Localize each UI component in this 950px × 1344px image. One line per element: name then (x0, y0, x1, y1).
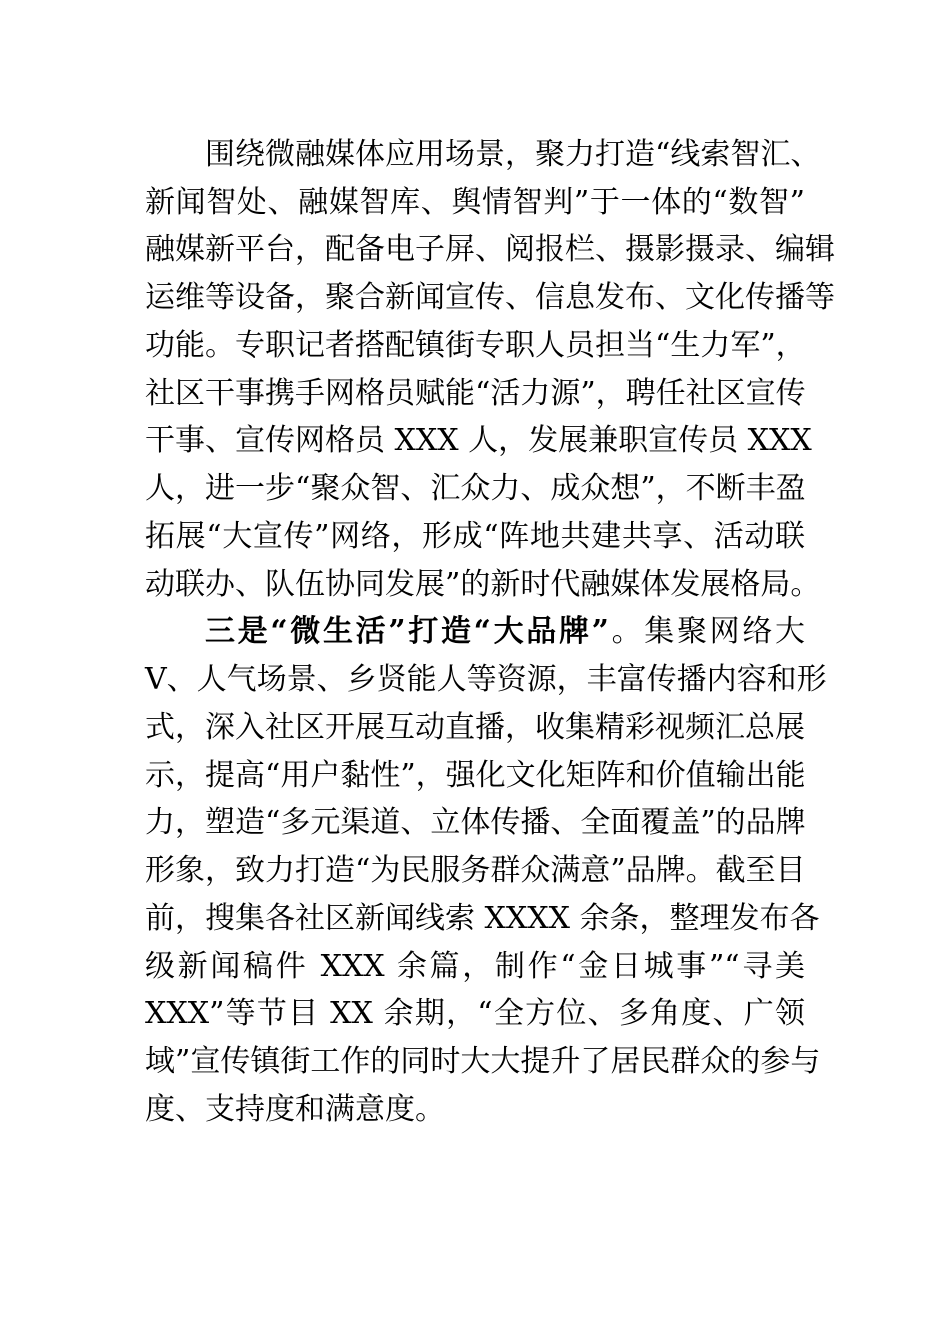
text-line: 人，进一步“聚众智、汇众力、成众想”，不断丰盈 (145, 471, 806, 506)
text-line: 级新闻稿件 XXX 余篇，制作“金日城事”“寻美 (145, 949, 805, 984)
text-line: 功能。专职记者搭配镇街专职人员担当“生力军”， (145, 328, 806, 363)
text-line: 干事、宣传网格员 XXX 人，发展兼职宣传员 XXX (145, 423, 812, 458)
text-line: 融媒新平台，配备电子屏、阅报栏、摄影摄录、编辑 (145, 232, 835, 267)
text-line: 形象，致力打造“为民服务群众满意”品牌。截至目 (145, 853, 806, 888)
text-line: 围绕微融媒体应用场景，聚力打造“线索智汇、 (205, 137, 821, 172)
heading-line (205, 612, 805, 652)
text-line: 前，搜集各社区新闻线索 XXXX 余条，整理发布各 (145, 901, 820, 936)
text-line: 域”宣传镇街工作的同时大大提升了居民群众的参与 (145, 1044, 821, 1079)
text-line: 新闻智处、融媒智库、舆情智判”于一体的“数智” (145, 185, 805, 220)
heading-continuation: 。集聚网络大 (608, 614, 806, 649)
text-line: V、人气场景、乡贤能人等资源，丰富传播内容和形 (145, 662, 827, 697)
text-line: 动联办、队伍协同发展”的新时代融媒体发展格局。 (145, 567, 821, 602)
text-line: 力，塑造“多元渠道、立体传播、全面覆盖”的品牌 (145, 805, 806, 840)
section-heading: 三是“微生活”打造“大品牌” (205, 614, 609, 649)
text-line: 式，深入社区开展互动直播，收集精彩视频汇总展 (145, 710, 805, 745)
text-line: 社区干事携手网格员赋能“活力源”，聘任社区宣传 (145, 376, 806, 411)
text-line: 示，提高“用户黏性”，强化文化矩阵和价值输出能 (145, 758, 806, 793)
text-line: XXX”等节目 XX 余期，“全方位、多角度、广领 (145, 996, 805, 1031)
text-line: 运维等设备，聚合新闻宣传、信息发布、文化传播等 (145, 280, 835, 315)
text-line: 度、支持度和满意度。 (145, 1092, 445, 1127)
text-line: 拓展“大宣传”网络，形成“阵地共建共享、活动联 (145, 519, 805, 554)
